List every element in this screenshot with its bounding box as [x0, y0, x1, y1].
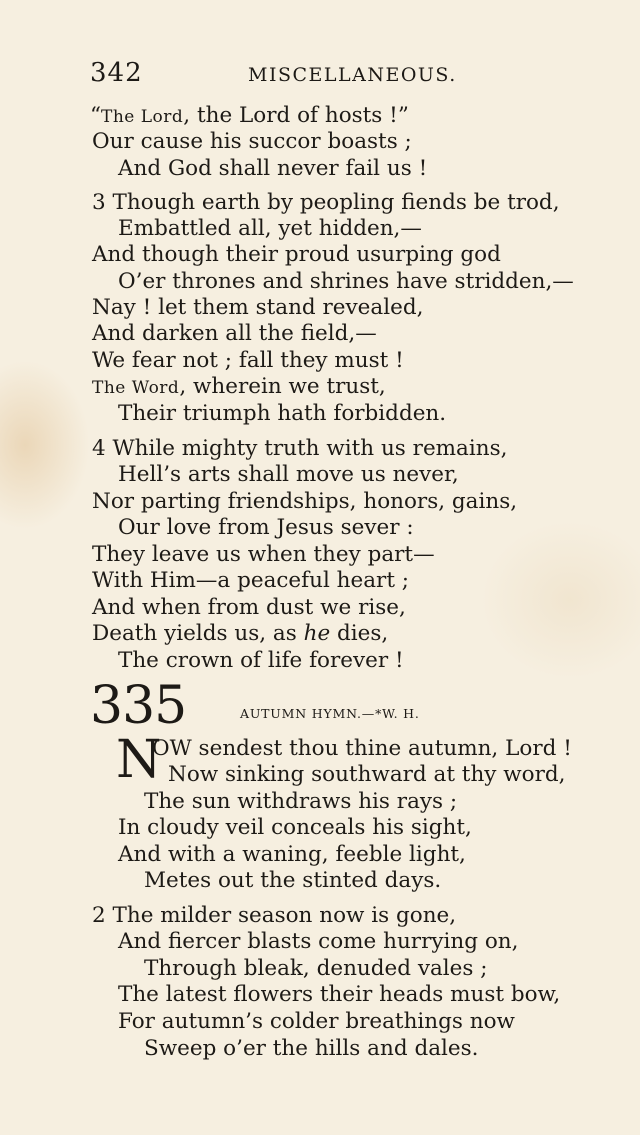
stanza-line: The latest flowers their heads must bow, [118, 982, 561, 1007]
stanza-line: They leave us when they part— [92, 542, 435, 567]
stanza-line: Our love from Jesus sever : [118, 515, 414, 540]
stanza-line: And fiercer blasts come hurrying on, [118, 929, 519, 954]
stanza-line: 3 Though earth by peopling fiends be trod, [92, 190, 560, 215]
stanza-line: With Him—a peaceful heart ; [92, 568, 410, 593]
stanza-line: Sweep o’er the hills and dales. [144, 1036, 479, 1061]
page-number: 342 [90, 58, 143, 88]
stanza-line: In cloudy veil conceals his sight, [118, 815, 472, 840]
running-head: MISCELLANEOUS. [248, 64, 457, 86]
stanza-line: Nor parting friendships, honors, gains, [92, 489, 518, 514]
stanza-line: And with a waning, feeble light, [118, 842, 466, 867]
stanza-line: Through bleak, denuded vales ; [144, 956, 488, 981]
stanza-line: We fear not ; fall they must ! [92, 348, 404, 373]
verse-line: “The Lord, the Lord of hosts !” [90, 103, 409, 128]
drop-cap: N [116, 730, 162, 790]
stanza-line: The Word, wherein we trust, [92, 374, 386, 399]
stanza-line: Metes out the stinted days. [144, 868, 442, 893]
stanza-line: And darken all the field,— [92, 321, 377, 346]
verse-line: And God shall never fail us ! [118, 156, 428, 181]
stanza-line: The crown of life forever ! [118, 648, 404, 673]
stanza-line: Now sinking southward at thy word, [168, 762, 566, 787]
stanza-line: Their triumph hath forbidden. [118, 401, 447, 426]
stanza-line: OW sendest thou thine autumn, Lord ! [152, 736, 572, 761]
hymn-number: 335 [90, 676, 187, 736]
paper-stain [480, 520, 640, 680]
stanza-line: And though their proud usurping god [92, 242, 501, 267]
stanza-line: The sun withdraws his rays ; [144, 789, 458, 814]
stanza-line: Death yields us, as he dies, [92, 621, 389, 646]
stanza-line: And when from dust we rise, [92, 595, 406, 620]
stanza-line: Hell’s arts shall move us never, [118, 462, 459, 487]
stanza-line: 4 While mighty truth with us remains, [92, 436, 508, 461]
paper-stain [0, 360, 90, 530]
verse-line: Our cause his succor boasts ; [92, 129, 412, 154]
stanza-line: 2 The milder season now is gone, [92, 903, 457, 928]
stanza-line: For autumn’s colder breathings now [118, 1009, 515, 1034]
stanza-line: Embattled all, yet hidden,— [118, 216, 422, 241]
hymn-title: AUTUMN HYMN.—*W. H. [240, 706, 420, 721]
stanza-line: O’er thrones and shrines have stridden,— [118, 269, 574, 294]
page-header [0, 58, 640, 92]
stanza-line: Nay ! let them stand revealed, [92, 295, 424, 320]
